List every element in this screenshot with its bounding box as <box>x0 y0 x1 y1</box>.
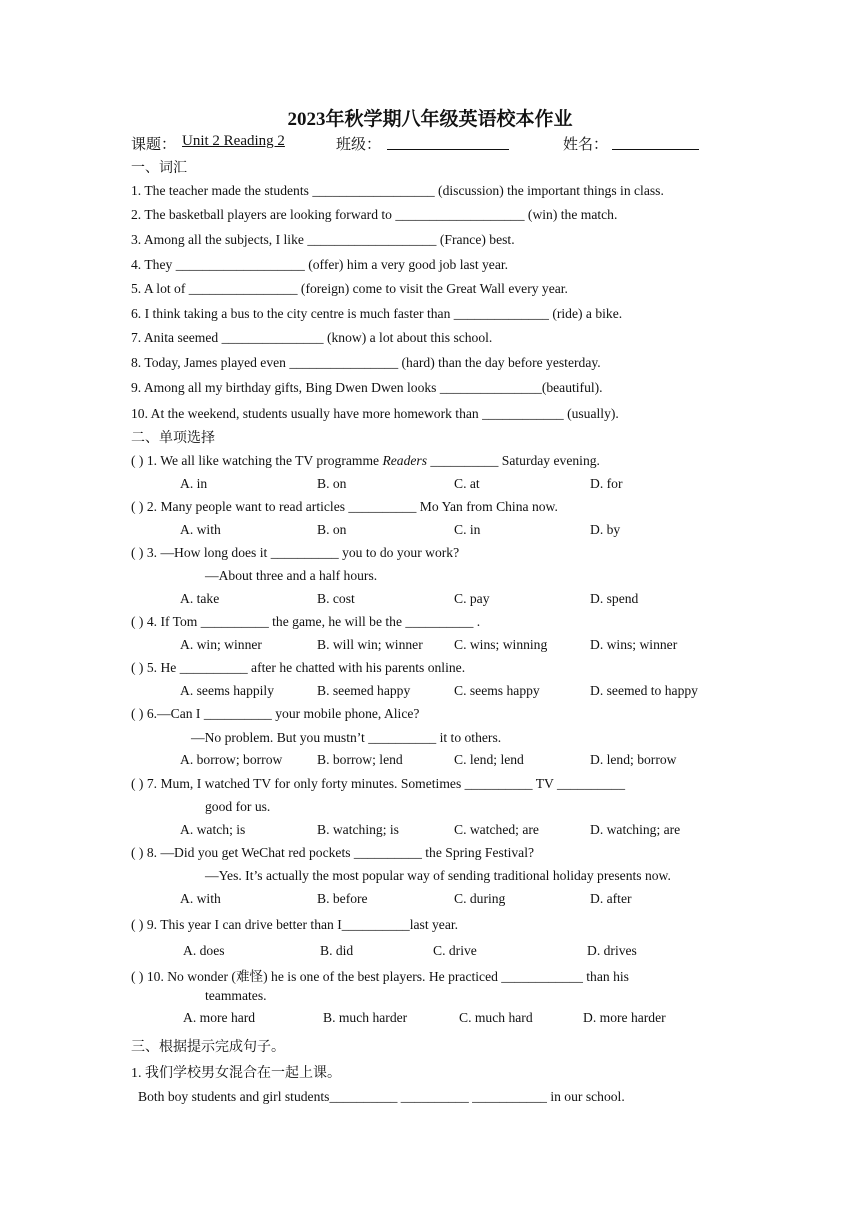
vocab-item-2: 2. The basketball players are looking forward to ___________________ (win) the match. <box>131 207 618 222</box>
answer-blank[interactable]: __________ <box>341 917 410 932</box>
page-title: 2023年秋学期八年级英语校本作业 <box>287 109 573 130</box>
option-d[interactable]: D. lend; borrow <box>590 752 677 767</box>
mc-question-10: ( ) 10. No wonder (难怪) he is one of the best players. He practiced ____________ than his <box>131 969 629 984</box>
answer-paren[interactable]: ( ) <box>131 845 144 860</box>
option-d[interactable]: D. by <box>590 522 621 537</box>
answer-paren[interactable]: ( ) <box>131 969 144 984</box>
option-b[interactable]: B. cost <box>317 591 355 606</box>
topic-value: Unit 2 Reading 2 <box>182 133 285 149</box>
option-a[interactable]: A. borrow; borrow <box>180 752 283 767</box>
option-d[interactable]: D. after <box>590 891 632 906</box>
option-b[interactable]: B. seemed happy <box>317 683 411 698</box>
name-blank[interactable] <box>612 135 699 155</box>
option-b[interactable]: B. will win; winner <box>317 637 423 652</box>
option-b[interactable]: B. borrow; lend <box>317 752 403 767</box>
option-b[interactable]: B. much harder <box>323 1010 408 1025</box>
option-c[interactable]: C. at <box>454 476 480 491</box>
answer-blank[interactable]: ___________________ <box>175 257 305 272</box>
option-c[interactable]: C. wins; winning <box>454 637 548 652</box>
option-a[interactable]: A. does <box>183 943 225 958</box>
dialogue-line: —No problem. But you mustn’t __________ it to others. <box>191 730 502 745</box>
option-c[interactable]: C. drive <box>433 943 477 958</box>
answer-blank[interactable]: ____________ <box>482 406 564 421</box>
question-continuation: teammates. <box>205 988 267 1003</box>
answer-paren[interactable]: ( ) <box>131 776 144 791</box>
option-c[interactable]: C. watched; are <box>454 822 539 837</box>
class-label: 班级： <box>336 137 382 153</box>
option-a[interactable]: A. with <box>180 522 221 537</box>
option-c[interactable]: C. during <box>454 891 506 906</box>
option-a[interactable]: A. seems happily <box>180 683 275 698</box>
class-blank[interactable] <box>387 135 509 155</box>
answer-paren[interactable]: ( ) <box>131 917 144 932</box>
section1-heading: 一、词汇 <box>131 161 187 176</box>
option-b[interactable]: B. on <box>317 476 347 491</box>
option-c[interactable]: C. much hard <box>459 1010 533 1025</box>
option-c[interactable]: C. pay <box>454 591 490 606</box>
option-a[interactable]: A. watch; is <box>180 822 246 837</box>
option-d[interactable]: D. drives <box>587 943 637 958</box>
vocab-item-7: 7. Anita seemed _______________ (know) a lot about this school. <box>131 330 493 345</box>
option-c[interactable]: C. lend; lend <box>454 752 524 767</box>
section3-heading: 三、根据提示完成句子。 <box>131 1040 285 1055</box>
option-d[interactable]: D. for <box>590 476 623 491</box>
option-d[interactable]: D. more harder <box>583 1010 666 1025</box>
dialogue-line: —About three and a half hours. <box>205 568 378 583</box>
option-a[interactable]: A. take <box>180 591 220 606</box>
mc-question-9: ( ) 9. This year I can drive better than I__________last year. <box>131 917 459 932</box>
translation-prompt-1: 1. 我们学校男女混合在一起上课。 <box>131 1066 341 1081</box>
mc-question-3: ( ) 3. —How long does it __________ you to do your work? <box>131 545 460 560</box>
answer-blank[interactable]: ______________ <box>453 306 549 321</box>
option-b[interactable]: B. before <box>317 891 368 906</box>
option-c[interactable]: C. in <box>454 522 481 537</box>
mc-question-5: ( ) 5. He __________ after he chatted with his parents online. <box>131 660 466 675</box>
translation-sentence-1[interactable]: Both boy students and girl students__________ __________ ___________ in our school. <box>138 1089 625 1104</box>
question-continuation: good for us. <box>205 799 271 814</box>
option-b[interactable]: B. did <box>320 943 354 958</box>
answer-blank[interactable]: ________________ <box>188 281 298 296</box>
answer-paren[interactable]: ( ) <box>131 660 144 675</box>
answer-blank[interactable]: ___________________ <box>395 207 525 222</box>
answer-paren[interactable]: ( ) <box>131 706 144 721</box>
vocab-item-3: 3. Among all the subjects, I like ___________________ (France) best. <box>131 232 515 247</box>
option-a[interactable]: A. more hard <box>183 1010 256 1025</box>
name-label: 姓名： <box>563 137 609 153</box>
option-a[interactable]: A. in <box>180 476 208 491</box>
option-a[interactable]: A. win; winner <box>180 637 262 652</box>
answer-paren[interactable]: ( ) <box>131 453 144 468</box>
vocab-item-9: 9. Among all my birthday gifts, Bing Dwen Dwen looks _______________(beautiful). <box>131 380 603 395</box>
vocab-item-4: 4. They ___________________ (offer) him a very good job last year. <box>131 257 509 272</box>
mc-question-8: ( ) 8. —Did you get WeChat red pockets __________ the Spring Festival? <box>131 845 535 860</box>
vocab-item-8: 8. Today, James played even ________________ (hard) than the day before yesterday. <box>131 355 601 370</box>
option-a[interactable]: A. with <box>180 891 221 906</box>
mc-question-6: ( ) 6.—Can I __________ your mobile phone, Alice? <box>131 706 420 721</box>
mc-question-2: ( ) 2. Many people want to read articles __________ Mo Yan from China now. <box>131 499 558 514</box>
answer-paren[interactable]: ( ) <box>131 499 144 514</box>
option-d[interactable]: D. seemed to happy <box>590 683 698 698</box>
mc-question-4: ( ) 4. If Tom __________ the game, he will be the __________ . <box>131 614 481 629</box>
mc-question-7: ( ) 7. Mum, I watched TV for only forty minutes. Sometimes __________ TV __________ <box>131 776 625 791</box>
answer-blank[interactable]: _______________ <box>439 380 542 395</box>
option-d[interactable]: D. spend <box>590 591 639 606</box>
option-b[interactable]: B. on <box>317 522 347 537</box>
answer-blank[interactable]: ___________________ <box>307 232 437 247</box>
answer-blank[interactable]: ________________ <box>289 355 399 370</box>
option-d[interactable]: D. watching; are <box>590 822 681 837</box>
answer-paren[interactable]: ( ) <box>131 614 144 629</box>
topic-label: 课题： <box>131 137 177 153</box>
option-d[interactable]: D. wins; winner <box>590 637 678 652</box>
option-c[interactable]: C. seems happy <box>454 683 540 698</box>
answer-blank[interactable]: __________________ <box>312 183 435 198</box>
vocab-item-5: 5. A lot of ________________ (foreign) come to visit the Great Wall every year. <box>131 281 568 296</box>
vocab-item-6: 6. I think taking a bus to the city centre is much faster than ______________ (ride) a bike. <box>131 306 623 321</box>
section2-heading: 二、单项选择 <box>131 431 215 446</box>
vocab-item-10: 10. At the weekend, students usually have more homework than ____________ (usually). <box>131 406 619 421</box>
answer-blank[interactable]: _______________ <box>221 330 324 345</box>
mc-question-1: ( ) 1. We all like watching the TV programme Readers __________ Saturday evening. <box>131 453 600 468</box>
vocab-item-1: 1. The teacher made the students __________________ (discussion) the important things in class. <box>131 183 664 198</box>
dialogue-line: —Yes. It’s actually the most popular way of sending traditional holiday presents now. <box>205 868 671 883</box>
option-b[interactable]: B. watching; is <box>317 822 399 837</box>
answer-paren[interactable]: ( ) <box>131 545 144 560</box>
